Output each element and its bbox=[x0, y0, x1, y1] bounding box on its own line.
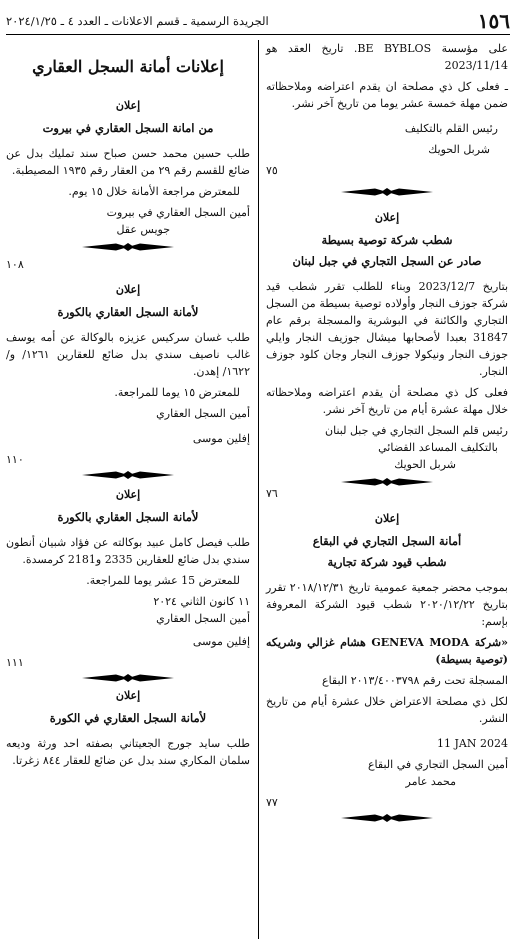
notice-108 bbox=[6, 97, 250, 273]
notice-date: 11 JAN 2024 bbox=[437, 737, 508, 750]
notice-subtitle: من امانة السجل العقاري في بيروت bbox=[42, 121, 214, 135]
signature-name: شربل الحويك bbox=[428, 143, 490, 156]
notice-body: طلب فيصل كامل عبيد بوكالته عن فؤاد شبيان أنطون سندي بدل ضائع للعقارين 2335 و2181 كرمسدة. bbox=[6, 536, 250, 566]
notice-77 bbox=[266, 510, 508, 823]
notice-body: طلب حسين محمد حسن صباح سند تمليك بدل عن ضائع للقسم رقم ٢٩ من العقار رقم ١٩٣٥ المصيطبة. bbox=[6, 147, 250, 177]
divider-ornament bbox=[266, 813, 508, 823]
signature-title: أمين السجل العقاري في بيروت bbox=[106, 206, 250, 219]
notice-number: ١١٠ bbox=[6, 453, 24, 466]
notice-110 bbox=[6, 281, 250, 480]
notice-objection: لكل ذي مصلحة الاعتراض خلال عشرة أيام من تاريخ النشر. bbox=[266, 695, 508, 725]
right-column bbox=[266, 40, 508, 825]
signature-name: جويس عقل bbox=[116, 223, 170, 236]
notice-title: إعلان bbox=[374, 512, 400, 525]
signature-name: محمد عامر bbox=[405, 775, 456, 788]
notice-subtitle: لأمانة السجل العقاري بالكورة bbox=[57, 305, 199, 319]
left-column bbox=[6, 40, 250, 773]
column-divider bbox=[258, 40, 259, 939]
notice-112 bbox=[6, 687, 250, 769]
signature-title: أمين السجل العقاري bbox=[156, 612, 250, 625]
notice-objection: للمعترض مراجعة الأمانة خلال ١٥ يوم. bbox=[68, 185, 240, 198]
notice-body: طلب سايد جورج الجعيتاني بصفته احد ورثة وديعه سلمان المكاري سند بدل عن ضائع للعقار ٨٤٤ زغرتا. bbox=[6, 737, 250, 767]
notice-number: ٧٥ bbox=[266, 164, 278, 177]
divider-ornament bbox=[6, 470, 250, 480]
notice-subtitle: أمانة السجل التجاري في البقاع bbox=[312, 534, 462, 548]
notice-objection: فعلى كل ذي مصلحة أن يقدم اعتراضه وملاحظاته خلال مهلة عشرة أيام من تاريخ آخر نشر. bbox=[266, 386, 508, 416]
signature-title: رئيس القلم بالتكليف bbox=[404, 122, 498, 135]
signature-name: شربل الحويك bbox=[394, 458, 456, 471]
notice-body: بتاريخ 2023/12/7 وبناء للطلب تقرر شطب قيد شركة جوزف النجار وأولاده توصية بسيطة من السجل التجاري والكائنة في البوشرية والمسجلة برقم عام 31847 بعبدا لأصحابها ميشال جوزيف النجار وايلي جوزف النجار ونيكولا جوزف النجار وجان كلود جوزف النجار. bbox=[266, 280, 509, 378]
continued-objection: ـ فعلى كل ذي مصلحة ان يقدم اعتراضه وملاحظاته ضمن مهلة خمسة عشر يوما من تاريخ آخر نشر. bbox=[266, 80, 508, 110]
notice-title: إعلان bbox=[374, 211, 400, 224]
page-number: ١٥٦ bbox=[477, 9, 510, 33]
divider-ornament bbox=[266, 187, 508, 197]
notice-111 bbox=[6, 486, 250, 683]
signature-name: إفلين موسى bbox=[192, 432, 250, 445]
notice-subtitle: شطب قيود شركة تجارية bbox=[327, 555, 447, 569]
notice-number: ١١١ bbox=[6, 656, 24, 669]
registration-number: المسجلة تحت رقم ٢٠١٣/٤٠٠٣٧٩٨ البقاع bbox=[322, 674, 508, 687]
company-name: «شركة GENEVA MODA هشام غزالي وشريكه (توصية بسيطة) bbox=[266, 636, 509, 666]
notice-76 bbox=[266, 209, 508, 502]
page-header bbox=[6, 8, 510, 35]
divider-ornament bbox=[6, 673, 250, 683]
notice-title: إعلان bbox=[115, 99, 141, 112]
notice-number: ١٠٨ bbox=[6, 258, 24, 271]
notice-title: إعلان bbox=[115, 689, 141, 702]
notice-objection: للمعترض 15 عشر يوما للمراجعة. bbox=[86, 574, 240, 587]
notice-number: ٧٧ bbox=[266, 796, 278, 809]
notice-number: ٧٦ bbox=[266, 487, 278, 500]
signature-title: بالتكليف المساعد القضائي bbox=[378, 441, 498, 454]
notice-objection: للمعترض ١٥ يوما للمراجعة. bbox=[114, 386, 240, 399]
notice-title: إعلان bbox=[115, 488, 141, 501]
notice-subtitle: صادر عن السجل التجاري في جبل لبنان bbox=[292, 254, 482, 268]
notice-date: ١١ كانون الثاني ٢٠٢٤ bbox=[153, 595, 250, 608]
signature-title: أمين السجل العقاري bbox=[156, 407, 250, 420]
divider-ornament bbox=[6, 242, 250, 252]
notice-title: إعلان bbox=[115, 283, 141, 296]
signature-name: إفلين موسى bbox=[192, 635, 250, 648]
notice-subtitle: لأمانة السجل العقاري في الكورة bbox=[49, 711, 207, 725]
header-title: الجريدة الرسمية ـ قسم الاعلانات ـ العدد ٤ ـ ٢٠٢٤/١/٢٥ bbox=[6, 14, 269, 28]
notice-subtitle: لأمانة السجل العقاري بالكورة bbox=[57, 510, 199, 524]
section-title: إعلانات أمانة السجل العقاري bbox=[32, 57, 224, 76]
signature-title: أمين السجل التجاري في البقاع bbox=[367, 758, 508, 771]
notice-subtitle: شطب شركة توصية بسيطة bbox=[321, 233, 453, 247]
signature-title: رئيس قلم السجل التجاري في جبل لبنان bbox=[325, 424, 508, 437]
continued-text: على مؤسسة BE BYBLOS. تاريخ العقد هو 2023/11/14 bbox=[266, 42, 508, 72]
notice-body: بموجب محضر جمعية عمومية تاريخ ٢٠١٨/١٢/٣١ تقرر بتاريخ ٢٠٢٠/١٢/٢٢ شطب قيود الشركة المعروفة بإسم: bbox=[266, 581, 508, 628]
notice-body: طلب غسان سركيس عزيزه بالوكالة عن أمه يوسف غالب ناصيف سندي بدل ضائع للعقارين ١٢٦١/ و/١٦٢٢/ إهدن. bbox=[6, 331, 250, 378]
